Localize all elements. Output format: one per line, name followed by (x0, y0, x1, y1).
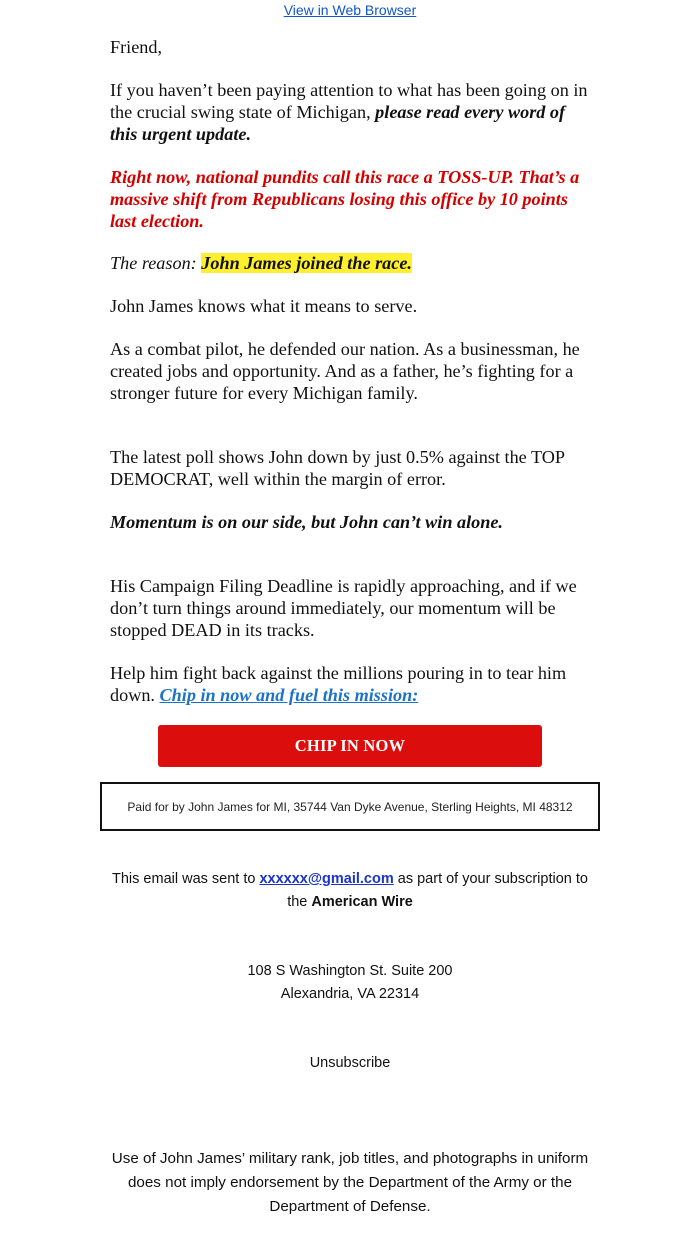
greeting (110, 36, 592, 58)
paragraph-reason (110, 252, 592, 274)
paragraph-intro (110, 79, 592, 145)
unsubscribe-link[interactable]: Unsubscribe (309, 1055, 391, 1071)
subscription-notice (100, 868, 600, 914)
fight-back-text: Help him fight back against the millions pouring in to tear him down. (110, 663, 567, 705)
chip-in-link[interactable]: Chip in now and fuel this mission: (159, 685, 419, 705)
chip-in-button-label: CHIP IN NOW (294, 736, 406, 755)
sent-to-text: This email was sent to (112, 871, 260, 887)
chip-in-button[interactable] (158, 725, 542, 767)
paragraph-poll (110, 446, 592, 490)
intro-text: If you haven’t been paying attention to what has been going on in the crucial swing state of Michigan, (110, 80, 588, 122)
paragraph-fight-back (110, 662, 592, 706)
view-in-browser-bar (0, 1, 700, 19)
unsubscribe-row (100, 1052, 600, 1075)
paragraph-serve (110, 295, 592, 317)
subscription-text: as part of your subscription to the (287, 871, 588, 910)
address-line-2: Alexandria, VA 22314 (280, 986, 420, 1002)
momentum-text: Momentum is on our side, but John can’t win alone. (110, 512, 503, 532)
tossup-text: Right now, national pundits call this race a TOSS-UP. That’s a massive shift from Republicans losing this office by 10 points last election. (110, 167, 580, 231)
mailing-address (100, 960, 600, 1006)
paid-for-text: Paid for by John James for MI, 35744 Van Dyke Avenue, Sterling Heights, MI 48312 (127, 799, 573, 814)
greeting-text: Friend, (110, 37, 163, 57)
recipient-email-link[interactable]: xxxxxx@gmail.com (259, 871, 394, 887)
poll-text: The latest poll shows John down by just 0.5% against the TOP DEMOCRAT, well within the margin of error. (110, 447, 565, 489)
deadline-text: His Campaign Filing Deadline is rapidly approaching, and if we don’t turn things around immediately, our momentum will be stopped DEAD in its tracks. (110, 576, 577, 640)
military-notice (100, 1147, 600, 1219)
paragraph-deadline (110, 575, 592, 641)
serve-text: John James knows what it means to serve. (110, 296, 418, 316)
bio-text: As a combat pilot, he defended our nation. As a businessman, he created jobs and opportunity. And as a father, he’s fighting for a stronger future for every Michigan family. (110, 339, 580, 403)
paid-for-disclaimer (100, 782, 600, 831)
paragraph-tossup (110, 166, 592, 232)
paragraph-momentum (110, 511, 592, 533)
reason-highlight: John James joined the race. (201, 253, 412, 273)
intro-emphasis: please read every word of this urgent update. (110, 102, 566, 144)
org-name: American Wire (311, 894, 413, 910)
paragraph-bio (110, 338, 592, 404)
view-in-browser-link[interactable]: View in Web Browser (283, 2, 417, 18)
military-notice-text: Use of John James’ military rank, job titles, and photographs in uniform does not imply endorsement by the Department of the Army or the Department of Defense. (111, 1150, 589, 1215)
reason-label: The reason: (110, 253, 202, 273)
address-line-1: 108 S Washington St. Suite 200 (247, 963, 453, 979)
